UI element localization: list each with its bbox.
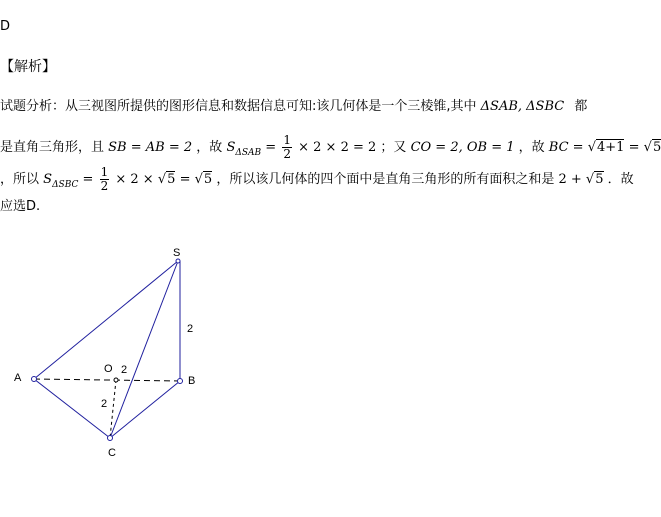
line2-mid2: ；又 <box>380 140 407 155</box>
triangle-names: ΔSAB, ΔSBC <box>480 99 565 114</box>
sqrt-5: √5 <box>643 140 661 155</box>
label-oc-length: 2 <box>101 398 108 410</box>
section-title-text: 【解析】 <box>0 59 56 75</box>
area-symbol: S <box>43 172 53 187</box>
vertex-b <box>178 379 183 384</box>
answer-line <box>0 18 10 36</box>
bc-label: BC = <box>548 140 584 155</box>
answer-value: D <box>0 19 11 34</box>
area-symbol: S <box>226 140 236 155</box>
fraction-half <box>282 134 292 161</box>
line2-mid1: ，故 <box>196 140 223 155</box>
sqrt-4-plus-1: √4+1 <box>587 140 625 155</box>
sqrt-5: √5 <box>194 172 213 187</box>
radicand: 5 <box>167 172 176 187</box>
frac-num: 1 <box>100 165 109 179</box>
area-sub: ΔSAB <box>235 148 262 158</box>
equals-sign: = <box>628 140 640 155</box>
edge-ac <box>34 379 110 438</box>
pyramid-figure <box>0 240 240 470</box>
edge-ab-hidden <box>34 379 180 381</box>
line2-mid3: ，故 <box>518 140 545 155</box>
analysis-tail-1: 都 <box>574 99 588 114</box>
line3-mid: ，所以该几何体的四个面中是直角三角形的所有面积之和是 <box>216 172 555 187</box>
eq-sb-ab: SB = AB = 2 <box>108 140 193 155</box>
analysis-text-1: 试题分析：从三视图所提供的图形信息和数据信息可知:该几何体是一个三棱锥,其中 <box>0 99 477 114</box>
sum-text: 2 + <box>558 172 582 187</box>
vertex-o <box>114 378 118 382</box>
frac-den: 2 <box>283 147 291 161</box>
fraction-half <box>100 166 110 193</box>
frac-num: 1 <box>283 133 291 147</box>
frac-den: 2 <box>100 179 109 193</box>
label-c: C <box>108 447 116 459</box>
radicand: 5 <box>203 172 213 187</box>
analysis-line-1 <box>0 98 587 116</box>
sqrt-5: √5 <box>157 172 176 187</box>
equals-sign: = <box>82 172 94 187</box>
product-text: × 2 × <box>115 172 154 187</box>
line3-prefix: ，所以 <box>0 172 40 187</box>
label-ob-length: 2 <box>121 364 128 376</box>
equals-sign: = <box>179 172 191 187</box>
radicand: 4+1 <box>597 140 625 155</box>
edge-sa <box>34 261 178 379</box>
label-a: A <box>14 372 22 384</box>
line2-prefix: 是直角三角形，且 <box>0 140 105 155</box>
label-sb-length: 2 <box>187 323 194 335</box>
area-sab-symbol <box>226 140 262 158</box>
area-sab-value: × 2 × 2 = 2 <box>298 140 377 155</box>
area-sbc-symbol <box>43 172 79 190</box>
analysis-line-3 <box>0 160 634 200</box>
section-title <box>0 58 56 76</box>
vertex-a <box>32 377 37 382</box>
equals-sign: = <box>265 140 277 155</box>
label-s: S <box>173 247 181 259</box>
radicand: 5 <box>595 172 604 187</box>
vertex-s <box>176 259 180 263</box>
label-o: O <box>104 363 113 375</box>
eq-co-ob: CO = 2, OB = 1 <box>410 140 515 155</box>
sqrt-5: √5 <box>585 172 604 187</box>
vertex-c <box>108 436 113 441</box>
line3-tail: ．故 <box>607 172 634 187</box>
radicand: 5 <box>652 140 661 155</box>
area-sub: ΔSBC <box>52 180 79 190</box>
label-b: B <box>188 375 196 387</box>
conclusion-text: 应选D. <box>0 199 41 214</box>
edge-sc <box>110 261 178 438</box>
analysis-line-4 <box>0 198 40 216</box>
